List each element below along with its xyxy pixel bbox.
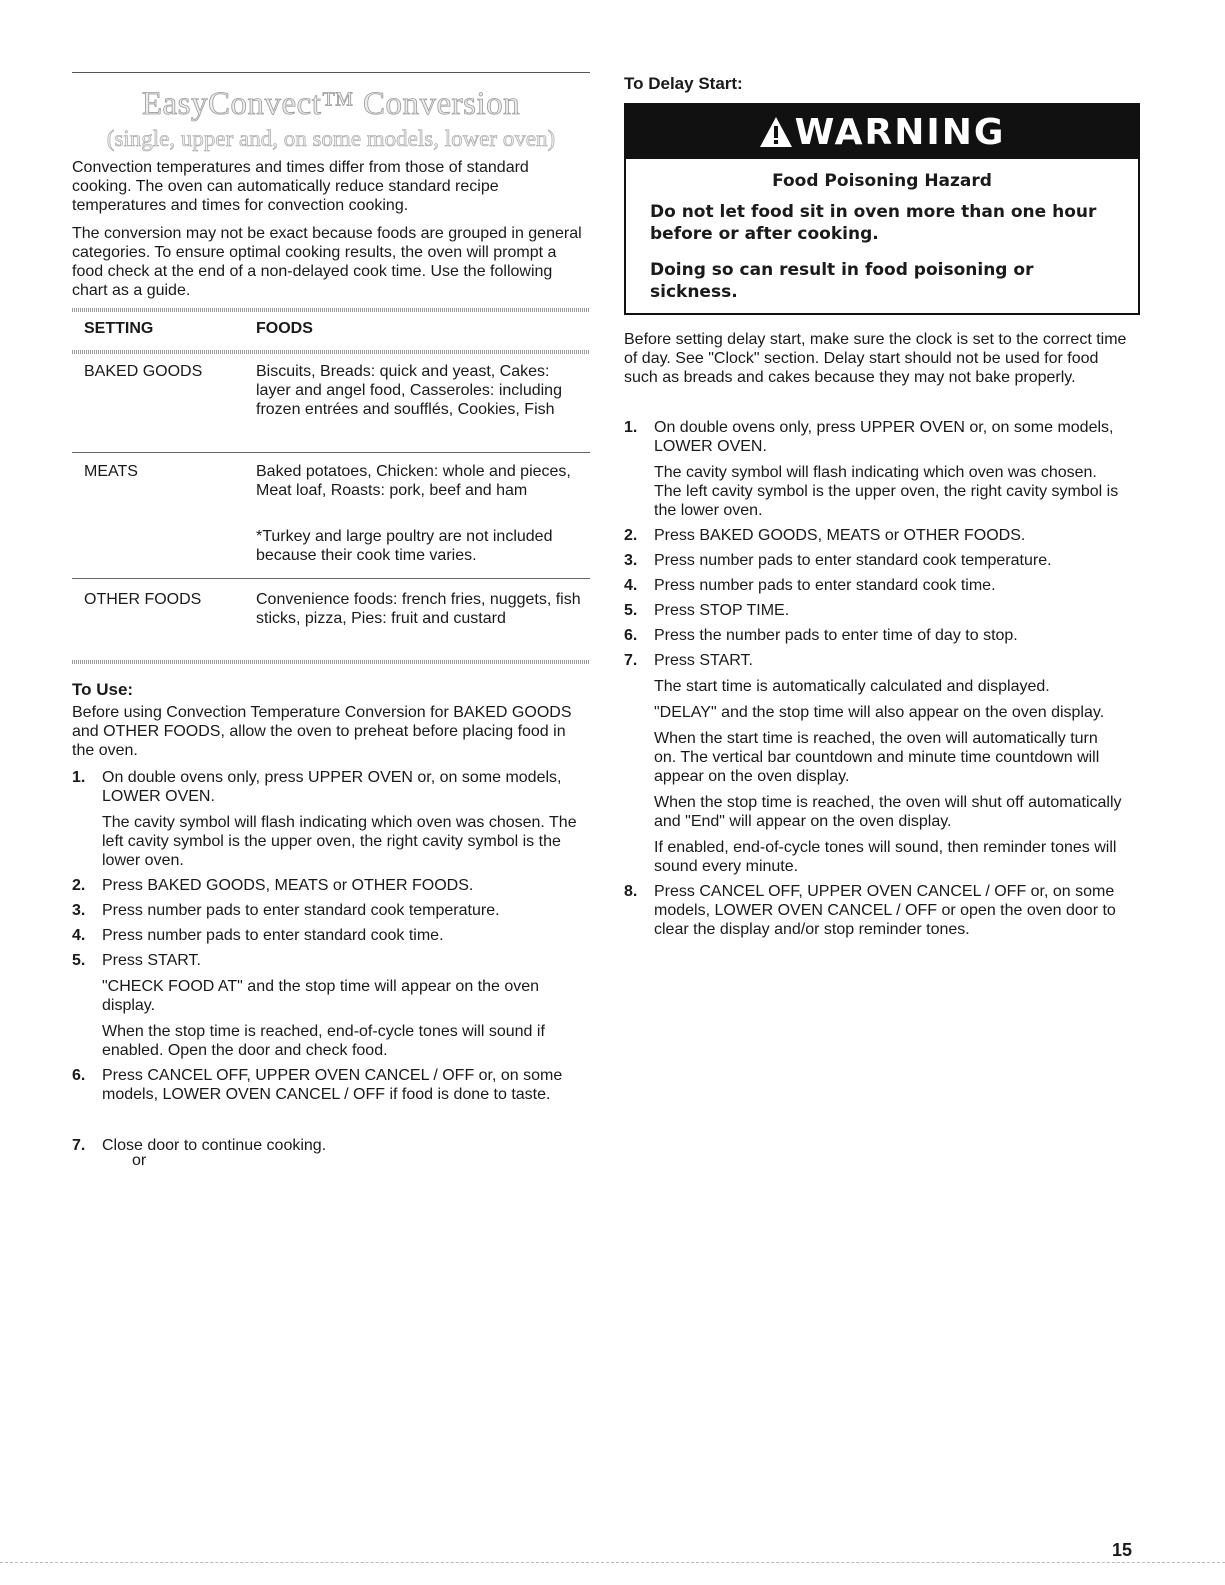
table-header-rule xyxy=(72,350,590,354)
list-item: 4. Press number pads to enter standard cook time. xyxy=(72,927,444,944)
to-use-heading: To Use: xyxy=(72,680,134,699)
title-top-rule xyxy=(72,72,590,73)
row-foods: Convenience foods: french fries, nuggets, fish sticks, pizza, Pies: fruit and custard xyxy=(256,591,581,627)
row-setting: OTHER FOODS xyxy=(84,591,202,608)
list-item: 6. Press CANCEL OFF, UPPER OVEN CANCEL / OFF or, on some models, LOWER OVEN CANCEL / OFF if food is done to taste. xyxy=(72,1067,563,1103)
header-foods: FOODS xyxy=(256,320,313,337)
row-note: *Turkey and large poultry are not included because their cook time varies. xyxy=(256,528,553,564)
or-separator: or xyxy=(132,1152,147,1169)
list-item: 2. Press BAKED GOODS, MEATS or OTHER FOODS. xyxy=(624,527,1026,544)
page-bottom-edge xyxy=(0,1562,1225,1563)
row-setting: MEATS xyxy=(84,463,138,480)
warning-line-1: Do not let food sit in oven more than one hour before or after cooking. xyxy=(650,202,1097,244)
table-header xyxy=(84,320,313,338)
warning-box xyxy=(624,103,1140,315)
warning-triangle-icon xyxy=(759,115,793,149)
delay-steps xyxy=(624,418,1124,939)
table-bottom-rule xyxy=(72,660,590,664)
hazard-title: Food Poisoning Hazard xyxy=(772,171,992,191)
delay-start-heading: To Delay Start: xyxy=(624,74,743,93)
list-item: 1. On double ovens only, press UPPER OVEN or, on some models, LOWER OVEN. The cavity symbol will flash indicating which oven was chosen. The left cavity symbol is the upper oven, the right cavity symbol is the lower oven. xyxy=(624,419,1119,519)
row-divider xyxy=(72,578,590,579)
list-item: 5. Press STOP TIME. xyxy=(624,602,790,619)
header-setting: SETTING xyxy=(84,320,154,337)
list-item: 2. Press BAKED GOODS, MEATS or OTHER FOODS. xyxy=(72,877,474,894)
list-item: 1. On double ovens only, press UPPER OVEN or, on some models, LOWER OVEN. The cavity symbol will flash indicating which oven was chosen. The left cavity symbol is the upper oven, the right cavity symbol is the lower oven. xyxy=(72,769,577,869)
row-divider xyxy=(72,452,590,453)
list-item: 3. Press number pads to enter standard cook temperature. xyxy=(624,552,1052,569)
warning-word: WARNING xyxy=(794,111,1006,153)
intro-paragraph-1: Convection temperatures and times differ from those of standard cooking. The oven can automatically reduce standard recipe temperatures and times for convection cooking. xyxy=(72,159,529,214)
list-item: 6. Press the number pads to enter time of day to stop. xyxy=(624,627,1018,644)
delay-intro: Before setting delay start, make sure the clock is set to the correct time of day. See "Clock" section. Delay start should not be used for food such as breads and cakes because they may not bake properly. xyxy=(624,331,1127,386)
row-foods: Baked potatoes, Chicken: whole and pieces, Meat loaf, Roasts: pork, beef and ham xyxy=(256,463,571,499)
list-item: 3. Press number pads to enter standard cook temperature. xyxy=(72,902,500,919)
to-use-intro: Before using Convection Temperature Conversion for BAKED GOODS and OTHER FOODS, allow the oven to preheat before placing food in the oven. xyxy=(72,704,572,759)
list-item: 7. Press START. The start time is automatically calculated and displayed. "DELAY" and the stop time will also appear on the oven display. When the start time is reached, the oven will automatically turn on. The vertical bar countdown and minute time countdown will appear on the oven display. When the stop time is reached, the oven will shut off automatically and "End" will appear on the oven display. If enabled, end-of-cycle tones will sound, then reminder tones will sound every minute. xyxy=(624,652,1122,875)
warning-banner xyxy=(626,105,1138,159)
page-number: 15 xyxy=(1112,1540,1133,1560)
section-title: EasyConvect™ Conversion xyxy=(141,86,521,122)
to-use-steps xyxy=(72,768,592,1155)
list-item: 4. Press number pads to enter standard cook time. xyxy=(624,577,996,594)
intro-paragraph-2: The conversion may not be exact because foods are grouped in general categories. To ensure optimal cooking results, the oven will prompt a food check at the end of a non-delayed cook time. Use the following chart as a guide. xyxy=(72,225,582,299)
list-item: 7. Close door to continue cooking. xyxy=(72,1137,327,1154)
row-foods: Biscuits, Breads: quick and yeast, Cakes: layer and angel food, Casseroles: including frozen entrées and soufflés, Cookies, Fish xyxy=(256,363,562,418)
list-item: 5. Press START. "CHECK FOOD AT" and the stop time will appear on the oven display. When the stop time is reached, end-of-cycle tones will sound if enabled. Open the door and check food. xyxy=(72,952,545,1059)
row-setting: BAKED GOODS xyxy=(84,363,203,380)
table-top-rule xyxy=(72,308,590,312)
warning-line-2: Doing so can result in food poisoning or sickness. xyxy=(650,260,1034,302)
list-item: 8. Press CANCEL OFF, UPPER OVEN CANCEL / OFF or, on some models, LOWER OVEN CANCEL / OFF or open the oven door to clear the display and/or stop reminder tones. xyxy=(624,883,1116,938)
section-subtitle: (single, upper and, on some models, lower oven) xyxy=(106,126,556,151)
